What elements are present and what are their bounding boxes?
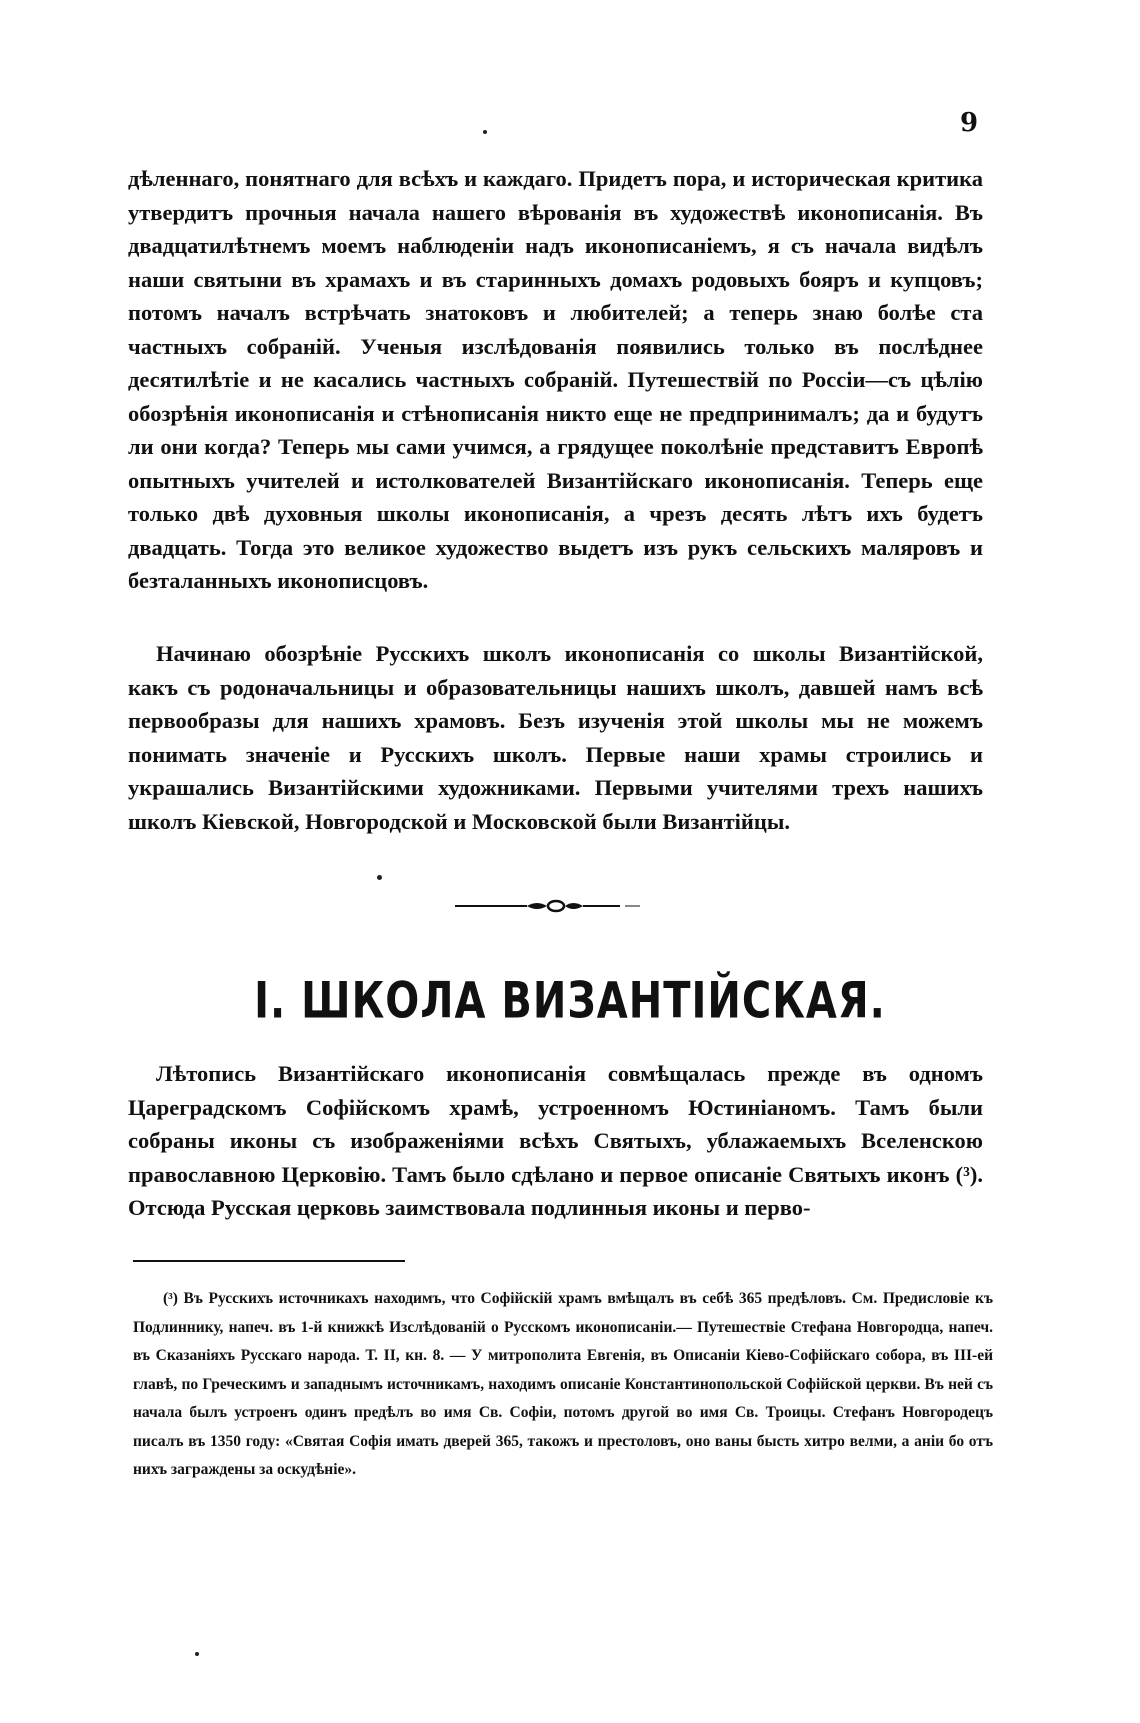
ink-speck: [377, 875, 382, 880]
paragraph-intro-schools: [128, 637, 983, 838]
paragraph-byzantine-school: [128, 1057, 983, 1225]
paragraph-text: Начинаю обозрѣніе Русскихъ школъ иконописанія со школы Византійской, какъ съ родоначальницы и образовательницы нашихъ школъ, давшей намъ всѣ первообразы для нашихъ храмовъ. Безъ изученія этой школы мы не можемъ понимать значеніе и Русскихъ школъ. Первые наши храмы строились и украшались Византійскими художниками. Первыми учителями трехъ нашихъ школъ Кіевской, Новгородской и Московской были Византійцы.: [128, 641, 983, 834]
footnote: [133, 1285, 993, 1485]
ink-speck: [195, 1652, 199, 1656]
paragraph-text: Лѣтопись Византійскаго иконописанія совмѣщалась прежде въ одномъ Цареградскомъ Софійскомъ храмѣ, устроенномъ Юстиніаномъ. Тамъ были собраны иконы съ изображеніями всѣхъ Святыхъ, ублажаемыхъ Вселенскою православною Церковію. Тамъ было сдѣлано и первое описаніе Святыхъ иконъ (³). Отсюда Русская церковь заимствовала подлинныя иконы и перво-: [128, 1061, 983, 1220]
section-heading: I. ШКОЛА ВИЗАНТІЙСКАЯ.: [254, 972, 886, 1030]
page-number: 9: [960, 108, 979, 138]
paragraph-text: дѣленнаго, понятнаго для всѣхъ и каждаго. Придетъ пора, и историческая критика утвердитъ прочныя начала нашего вѣрованія въ художествѣ иконописанія. Въ двадцатилѣтнемъ моемъ наблюденіи надъ иконописаніемъ, я съ начала видѣлъ наши святыни въ храмахъ и въ старинныхъ домахъ родовыхъ бояръ и купцовъ; потомъ началъ встрѣчать знатоковъ и любителей; а теперь знаю болѣе ста частныхъ собраній. Ученыя изслѣдованія появились только въ послѣднее десятилѣтіе и не касались частныхъ собраній. Путешествій по Россіи—съ цѣлію обозрѣнія иконописанія и стѣнописанія никто еще не предпринималъ; да и будутъ ли они когда? Теперь мы сами учимся, а грядущее поколѣніе представитъ Европѣ опытныхъ учителей и истолкователей Византійскаго иконописанія. Теперь еще только двѣ духовныя школы иконописанія, а чрезъ десять лѣтъ ихъ будетъ двадцать. Тогда это великое художество выдетъ изъ рукъ сельскихъ маляровъ и безталанныхъ иконописцовъ.: [128, 166, 983, 593]
footnote-text: (³) Въ Русскихъ источникахъ находимъ, что Софійскій храмъ вмѣщалъ въ себѣ 365 предѣловъ. См. Предисловіе къ Подлиннику, напеч. въ 1-й книжкѣ Изслѣдованій о Русскомъ иконописаніи.— Путешествіе Стефана Новгородца, напеч. въ Сказаніяхъ Русскаго народа. Т. II, кн. 8. — У митрополита Евгенія, въ Описаніи Кіево-Софійскаго собора, въ III-ей главѣ, по Греческимъ и западнымъ источникамъ, находимъ описаніе Константинопольской Софійской церкви. Въ ней съ начала былъ устроенъ одинъ предѣлъ во имя Св. Софіи, потомъ другой во имя Св. Троицы. Стефанъ Новгородецъ писалъ въ 1350 году: «Святая Софія имать дверей 365, такожъ и престоловъ, оно ваны бысть хитро велми, а аніи бо отъ нихъ заграждены за оскудѣніе».: [133, 1290, 993, 1478]
ink-speck: [483, 130, 487, 134]
paragraph-continued: [128, 162, 983, 598]
decorative-divider: [455, 894, 655, 918]
footnote-rule: [133, 1260, 405, 1262]
